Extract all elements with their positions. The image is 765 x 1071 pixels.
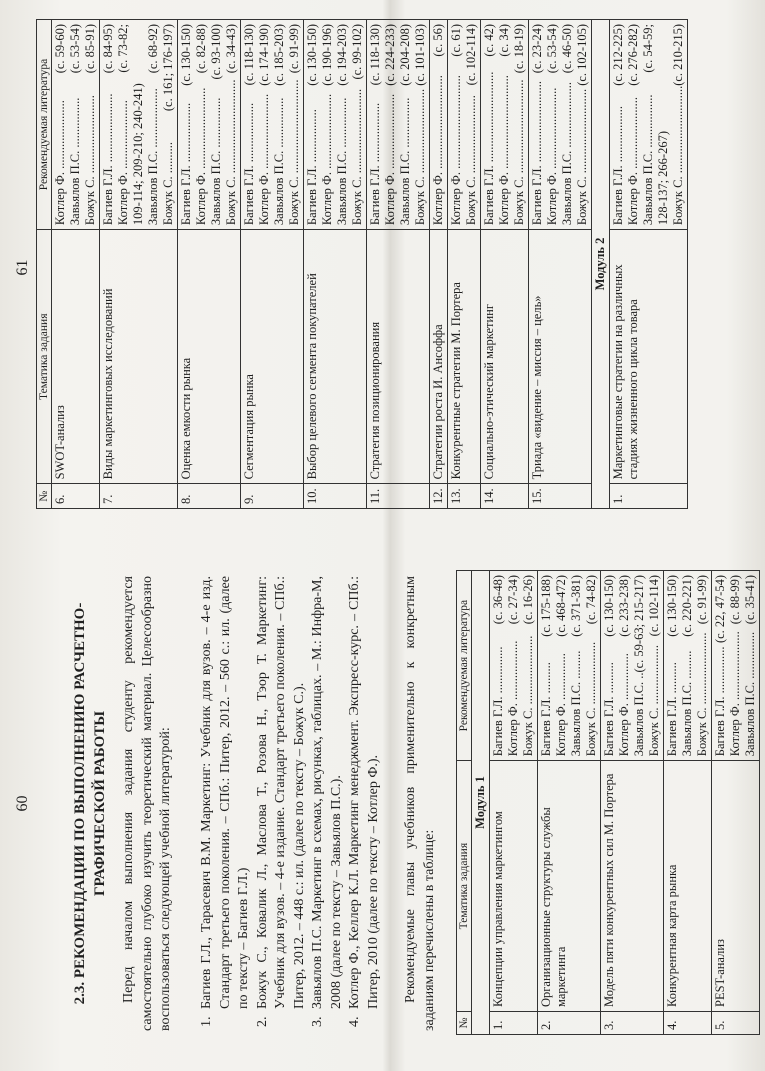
reference-pages: (с. 73-82;: [116, 24, 130, 73]
intro-paragraph: Перед началом выполнения задания студенту рекомендуется самостоятельно глубоко изучить теоретический материал. Целесообразно воспользоваться следующей учебной литературой:: [121, 576, 173, 1031]
reference-pages: (с. 194-203): [335, 24, 349, 86]
literature-reference: [272, 24, 287, 225]
row-topic: Оценка емкости рынка: [178, 230, 241, 484]
reference-source: Багиев Г.Л. ..........: [602, 662, 616, 757]
table-row: [178, 20, 241, 509]
reference-source: Божук С. ...........................: [575, 88, 589, 226]
literature-reference: [224, 24, 239, 225]
row-topic: Стратегии роста И. Ансоффа: [430, 230, 448, 484]
reference-pages: (с. 35-41): [743, 575, 757, 625]
literature-reference: [545, 24, 560, 225]
literature-reference: [602, 575, 617, 756]
row-literature: [538, 571, 601, 761]
reference-source: Багиев Г.Л. ..........................: [530, 81, 544, 226]
row-number: 5.: [712, 1012, 760, 1035]
reference-source: Багиев Г.Л. ......................: [101, 93, 115, 226]
reference-pages: (с. 88-99): [728, 575, 742, 625]
row-number: 7.: [100, 484, 178, 509]
reference-pages: (с. 102-114): [464, 24, 478, 86]
literature-reference: [413, 24, 428, 225]
reference-pages: (с. 118-130): [368, 24, 382, 86]
literature-reference: [116, 24, 131, 225]
literature-reference: [368, 24, 383, 225]
literature-reference: [482, 24, 497, 225]
table-row: [430, 20, 448, 509]
reference-pages: (с. 130-150): [305, 24, 319, 86]
reference-pages: (с. 130-150): [179, 24, 193, 86]
row-topic: Триада «видение – миссия – цель»: [529, 230, 592, 484]
reference-source: Завьялов П.С. ...................: [146, 88, 160, 226]
reference-pages: (с. 102-114): [647, 575, 661, 637]
page-number: 60: [14, 795, 31, 812]
module-row: Модуль 1: [472, 571, 490, 1035]
row-topic: Маркетинговые стратегии на различных стадиях жизненного цикла товара: [610, 230, 688, 484]
literature-reference: [398, 24, 413, 225]
table-row: [712, 571, 760, 1035]
reference-source: Божук С. .........................: [464, 95, 478, 226]
table-row: [610, 20, 688, 509]
literature-reference: [242, 24, 257, 225]
reference-pages: (с. 27-34): [506, 575, 520, 625]
row-literature: [430, 20, 448, 230]
literature-reference: [680, 575, 695, 756]
reference-pages: (с. 22, 47-54): [713, 575, 727, 644]
literature-reference: [671, 24, 686, 225]
reference-source: Божук С. .......................: [695, 632, 709, 757]
row-topic: Виды маркетинговых исследований: [100, 230, 178, 484]
reference-source: Завьялов П.С. .........: [569, 650, 583, 757]
reference-source: Котлер Ф. ..............................: [449, 75, 463, 226]
literature-reference: [632, 575, 647, 756]
row-topic: Сегментация рынка: [241, 230, 304, 484]
reference-pages: (с. 220-221): [680, 575, 694, 637]
row-number: 11.: [367, 484, 430, 509]
literature-reference: [554, 575, 569, 756]
reference-source: Багиев Г.Л. ...............: [491, 646, 505, 757]
reference-source: Божук С. ...........................: [413, 88, 427, 226]
row-topic: Стратегия позиционирования: [367, 230, 430, 484]
reference-pages: (с. 185-203): [272, 24, 286, 86]
reference-pages: (с. 130-150): [665, 575, 679, 637]
row-number: 6.: [52, 484, 100, 509]
literature-reference: [350, 24, 365, 225]
reference-source: Багиев Г.Л. ...............: [713, 646, 727, 757]
row-literature: [52, 20, 100, 230]
reference-pages: (с. 91-99): [695, 575, 709, 625]
reference-pages: (с. 18-19): [512, 24, 526, 74]
row-number: 1.: [490, 1012, 538, 1035]
reference-pages: (с. 59-60): [53, 24, 67, 74]
reference-source: Завьялов П.С. ................: [272, 97, 286, 226]
reference-pages: (с. 53-54): [545, 24, 559, 74]
reference-pages: (с. 68-92): [146, 24, 160, 74]
literature-reference: [383, 24, 398, 225]
reference-source: Котлер Ф. ...............: [554, 653, 568, 757]
col-number: №: [37, 484, 52, 509]
reference-source: Котлер Ф. ..............................: [497, 75, 511, 226]
row-literature: [601, 571, 664, 761]
reference-source: Котлер Ф. .......................: [626, 96, 640, 226]
row-number: 9.: [241, 484, 304, 509]
reference-source: Божук С. ...........................: [350, 88, 364, 226]
literature-list: [198, 576, 383, 1031]
table-row: [304, 20, 367, 509]
reference-source: Завьялов П.С. ................: [68, 97, 82, 226]
row-literature: [481, 20, 529, 230]
reference-source: Завьялов П.С. .................: [641, 94, 655, 226]
reference-pages: (с. 190-196): [320, 24, 334, 86]
reference-pages: (с. 276-282): [626, 24, 640, 86]
reference-source: Котлер Ф. ..............................: [431, 75, 445, 226]
row-literature: [490, 571, 538, 761]
table-body: [472, 571, 760, 1035]
reference-source: Божук С. ..........: [161, 142, 175, 226]
reference-source: Багиев Г.Л. ..................: [611, 106, 625, 226]
row-topic: PEST-анализ: [712, 761, 760, 1012]
row-number: 4.: [664, 1012, 712, 1035]
reference-source: Котлер Ф. ........................: [257, 93, 271, 226]
col-literature: Рекомендуемая литература: [37, 20, 52, 230]
reference-pages: (с. 210-215): [671, 24, 685, 86]
literature-reference: [146, 24, 161, 225]
reference-source: 128-137; 266-267): [656, 131, 670, 226]
reference-source: Завьялов П.С. ...............: [743, 631, 757, 757]
row-literature: [304, 20, 367, 230]
literature-reference: [560, 24, 575, 225]
reference-pages: (с. 101-103): [413, 24, 427, 86]
reference-source: Завьялов П.С. .....................: [560, 82, 574, 226]
reference-pages: (с. 468-472): [554, 575, 568, 637]
row-literature: [529, 20, 592, 230]
row-number: 15.: [529, 484, 592, 509]
literature-reference: [617, 575, 632, 756]
table-row: [367, 20, 430, 509]
literature-reference: [641, 24, 656, 225]
row-literature: [178, 20, 241, 230]
reference-source: Божук С. .........................: [83, 95, 97, 226]
reference-pages: (с. 34-43): [224, 24, 238, 74]
row-number: 2.: [538, 1012, 601, 1035]
literature-reference: [101, 24, 116, 225]
literature-reference: [497, 24, 512, 225]
literature-reference: [713, 575, 728, 756]
reference-pages: (с. 175-188): [539, 575, 553, 637]
reference-source: Багиев Г.Л. ...................: [242, 102, 256, 226]
reference-source: Божук С. ...................: [647, 645, 661, 757]
table-row: [490, 571, 538, 1035]
reference-pages: (с. 53-54): [68, 24, 82, 74]
reference-source: Котлер Ф. ......................: [116, 100, 130, 226]
reference-pages: (с. 93-100): [209, 24, 223, 80]
row-literature: [448, 20, 481, 230]
section-title: 2.3. РЕКОМЕНДАЦИИ ПО ВЫПОЛНЕНИЮ РАСЧЕТНО-ГРАФИЧЕСКОЙ РАБОТЫ: [72, 602, 108, 1005]
row-literature: [100, 20, 178, 230]
reference-source: Багиев Г.Л. ...................: [179, 102, 193, 226]
reference-pages: (с. 59-63; 215-217): [632, 575, 646, 673]
row-literature: [664, 571, 712, 761]
row-number: 14.: [481, 484, 529, 509]
literature-reference: [521, 575, 536, 756]
literature-reference: [257, 24, 272, 225]
literature-item: 4. Котлер Ф., Келлер К.Л. Маркетинг менеджмент. Экспресс-курс. – СПб.: Питер, 2010 (далее по тексту – Котлер Ф.).: [347, 576, 381, 1027]
row-number: 12.: [430, 484, 448, 509]
reference-pages: (с. 61): [449, 24, 463, 57]
row-topic: Концепции управления маркетингом: [490, 761, 538, 1012]
reference-source: Божук С. ............................: [671, 85, 685, 226]
table-row: [601, 571, 664, 1035]
literature-reference: [584, 575, 599, 756]
reference-pages: (с. 74-82): [584, 575, 598, 625]
literature-reference: [656, 24, 671, 225]
literature-reference: [665, 575, 680, 756]
reference-source: Котлер Ф. ...............: [617, 653, 631, 757]
row-literature: [241, 20, 304, 230]
reference-source: Багиев Г.Л. ..........: [665, 662, 679, 757]
reference-pages: (с. 16-26): [521, 575, 535, 625]
row-topic: Социально-этический маркетинг: [481, 230, 529, 484]
reference-pages: (с. 371-381): [569, 575, 583, 637]
literature-reference: [68, 24, 83, 225]
literature-reference: [647, 575, 662, 756]
left-page: [0, 536, 765, 1071]
literature-reference: [83, 24, 98, 225]
row-topic: Конкурентные стратегии М. Портера: [448, 230, 481, 484]
row-number: 10.: [304, 484, 367, 509]
reference-pages: (с. 118-130): [242, 24, 256, 86]
literature-reference: [539, 575, 554, 756]
literature-item: 2. Божук С., Ковалик Л., Маслова Т., Розова Н., Тэор Т. Маркетинг: Учебник для вузов. – 4-е издание. Стандарт третьего поколения. – СПб.: Питер, 2012. – 448 с.: ил. (далее по тексту – Божук С.).: [254, 576, 307, 1027]
reference-source: Божук С. ......................: [521, 635, 535, 757]
row-number: 13.: [448, 484, 481, 509]
literature-reference: [53, 24, 68, 225]
reference-pages: (с. 204-208): [398, 24, 412, 86]
row-number: 1.: [610, 484, 688, 509]
reference-source: Котлер Ф. ........................: [320, 93, 334, 226]
reference-source: Котлер Ф. ..........................: [194, 87, 208, 226]
literature-reference: [575, 24, 590, 225]
table-body: [52, 20, 688, 509]
reference-source: Завьялов П.С. ................: [398, 97, 412, 226]
literature-reference: [194, 24, 209, 225]
reference-source: Завьялов П.С. ................: [335, 97, 349, 226]
reference-pages: (с. 212-225): [611, 24, 625, 86]
literature-reference: [209, 24, 224, 225]
literature-reference: [695, 575, 710, 756]
reference-pages: (с. 84-95): [101, 24, 115, 74]
reference-source: 109-114; 209-210; 240-241): [131, 83, 145, 226]
reference-source: Божук С. ..............................: [287, 79, 301, 226]
right-page: [0, 0, 765, 535]
literature-reference: [335, 24, 350, 225]
literature-reference: [287, 24, 302, 225]
reference-pages: (с. 42): [482, 24, 496, 57]
reference-source: Котлер Ф. ...................: [506, 640, 520, 757]
col-literature: Рекомендуемая литература: [457, 571, 472, 761]
table-row: [664, 571, 712, 1035]
reference-pages: (с. 174-190): [257, 24, 271, 86]
literature-reference: [626, 24, 641, 225]
row-literature: [712, 571, 760, 761]
row-literature: [367, 20, 430, 230]
row-topic: Выбор целевого сегмента покупателей: [304, 230, 367, 484]
literature-reference: [530, 24, 545, 225]
table-row: [52, 20, 100, 509]
literature-reference: [320, 24, 335, 225]
reference-pages: (с. 46-50): [560, 24, 574, 74]
reference-source: Завьялов П.С. ................: [209, 97, 223, 226]
table-row: [448, 20, 481, 509]
row-number: 8.: [178, 484, 241, 509]
row-literature: [610, 20, 688, 230]
recommended-literature-table-continued: [36, 19, 688, 509]
literature-reference: [464, 24, 479, 225]
reference-source: Божук С. ..............................: [512, 79, 526, 226]
reference-source: Завьялов П.С. .........: [680, 650, 694, 757]
literature-reference: [512, 24, 527, 225]
reference-pages: (с. 36-48): [491, 575, 505, 625]
reference-pages: (с. 102-105): [575, 24, 589, 86]
literature-reference: [449, 24, 464, 225]
row-topic: SWOT-анализ: [52, 230, 100, 484]
reference-pages: (с. 91-99): [287, 24, 301, 74]
reference-source: Багиев Г.Л. .................: [305, 109, 319, 226]
reference-pages: (с. 99-102): [350, 24, 364, 80]
col-topic: Тематика задания: [37, 230, 52, 484]
reference-source: Божук С. ....................: [584, 641, 598, 757]
row-topic: Организационные структуры службы маркетинга: [538, 761, 601, 1012]
reference-pages: (с. 224-233): [383, 24, 397, 86]
row-topic: Конкурентная карта рынка: [664, 761, 712, 1012]
reference-pages: (с. 130-150): [602, 575, 616, 637]
literature-reference: [506, 575, 521, 756]
reference-source: Котлер Ф. ..........................: [545, 87, 559, 226]
reference-source: Багиев Г.Л. ...................: [368, 102, 382, 226]
reference-source: Котлер Ф. ......................: [53, 100, 67, 226]
reference-pages: (с. 54-59;: [641, 24, 655, 73]
reference-source: Божук С. ..............................: [224, 79, 238, 226]
page-number: 61: [14, 259, 31, 276]
literature-reference: [179, 24, 194, 225]
literature-reference: [305, 24, 320, 225]
row-number: 3.: [601, 1012, 664, 1035]
reference-source: Завьялов П.С. ..: [632, 672, 646, 757]
reference-pages: (с. 161; 176-197): [161, 24, 175, 112]
table-row: [100, 20, 178, 509]
reference-pages: (с. 85-91): [83, 24, 97, 74]
module-row: Модуль 2: [592, 20, 610, 509]
literature-reference: [491, 575, 506, 756]
reference-source: Котлер Ф. ........................: [383, 93, 397, 226]
reference-source: Багиев Г.Л. ..........: [539, 662, 553, 757]
reference-source: Котлер Ф. ......................: [728, 631, 742, 757]
table-row: [481, 20, 529, 509]
literature-reference: [611, 24, 626, 225]
reference-pages: (с. 233-238): [617, 575, 631, 637]
literature-item: 3. Завьялов П.С. Маркетинг в схемах, рисунках, таблицах. – М.: Инфра-М, 2008 (далее по тексту – Завьялов П.С.).: [310, 576, 344, 1027]
table-intro: Рекомендуемые главы учебников применительно к конкретным заданиям перечислены в таблице:: [403, 576, 437, 1031]
literature-reference: [569, 575, 584, 756]
literature-reference: [431, 24, 446, 225]
table-row: [241, 20, 304, 509]
reference-pages: (с. 34): [497, 24, 511, 57]
literature-reference: [131, 24, 146, 225]
literature-item: 1. Багиев Г.Л., Тарасевич В.М. Маркетинг: Учебник для вузов. – 4-е изд. Стандарт третьего поколения. – СПб.: Питер, 2012. – 560 с.: ил. (далее по тексту – Багиев Г.Л.): [199, 576, 251, 1027]
reference-pages: (с. 56): [431, 24, 445, 57]
col-topic: Тематика задания: [457, 761, 472, 1012]
reference-pages: (с. 82-88): [194, 24, 208, 74]
row-topic: Модель пяти конкурентных сил М. Портера: [601, 761, 664, 1012]
literature-reference: [728, 575, 743, 756]
literature-reference: [161, 24, 176, 225]
col-number: №: [457, 1012, 472, 1035]
literature-reference: [743, 575, 758, 756]
reference-source: Багиев Г.Л. .............................: [482, 71, 496, 226]
recommended-literature-table: [456, 570, 760, 1035]
table-row: [529, 20, 592, 509]
reference-pages: (с. 23-24): [530, 24, 544, 74]
table-row: [538, 571, 601, 1035]
